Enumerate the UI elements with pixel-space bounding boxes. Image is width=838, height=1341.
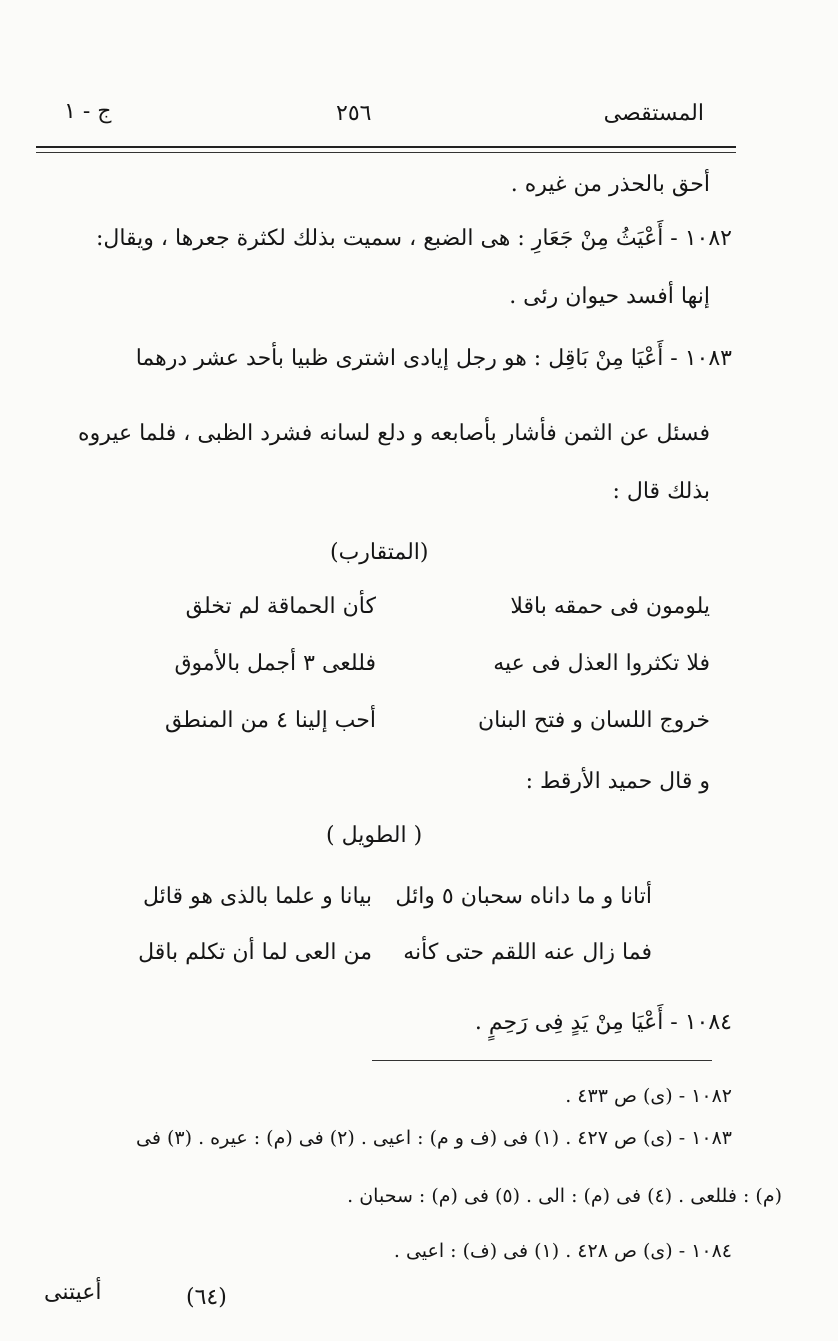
meter-label-tawil: ( الطويل ) <box>326 823 423 848</box>
entry-1084: ١٠٨٤ - أَعْيَا مِنْ يَدٍ فِى رَحِمٍ . <box>474 1010 732 1035</box>
poem1-verse-3-right: خروج اللسان و فتح البنان <box>477 708 710 733</box>
poem1-verse-1-left: كأن الحماقة لم تخلق <box>185 594 376 619</box>
footer-sheet-number: (٦٤) <box>186 1285 227 1310</box>
poem2-verse-1-right: أتانا و ما داناه سحبان ٥ وائل <box>395 884 652 909</box>
poem2-verse-2-left: من العى لما أن تكلم باقل <box>138 940 372 965</box>
footnote-1083-line-1: ١٠٨٣ - (ى) ص ٤٢٧ . (١) فى (ف و م) : اعيى . (٢) فى (م) : عيره . (٣) فى <box>136 1127 732 1149</box>
footnote-1083-line-2: (م) : فللعى . (٤) فى (م) : الى . (٥) فى (م) : سحبان . <box>347 1185 782 1207</box>
entry-1082-line-1: ١٠٨٢ - أَعْيَثُ مِنْ جَعَارِ : هى الضبع ، سميت بذلك لكثرة جعرها ، ويقال: <box>95 226 732 251</box>
poem1-verse-2-left: فللعى ٣ أجمل بالأموق <box>174 651 376 676</box>
entry-1083-line-3: بذلك قال : <box>612 479 710 504</box>
continuation-line: أحق بالحذر من غيره . <box>510 172 710 197</box>
poem2-verse-1-left: بيانا و علما بالذى هو قائل <box>143 884 372 909</box>
entry-1082-line-2: إنها أفسد حيوان رئى . <box>509 284 710 309</box>
poem1-verse-1-right: يلومون فى حمقه باقلا <box>510 594 710 619</box>
poem1-verse-3-left: أحب إلينا ٤ من المنطق <box>164 708 376 733</box>
poem2-verse-2-right: فما زال عنه اللقم حتى كأنه <box>403 940 652 965</box>
header-page-number: ٢٥٦ <box>336 101 372 126</box>
header-title: المستقصى <box>603 101 704 126</box>
poem2-intro: و قال حميد الأرقط : <box>525 769 710 794</box>
footnote-1082: ١٠٨٢ - (ى) ص ٤٣٣ . <box>565 1085 732 1107</box>
entry-1083-line-2: فسئل عن الثمن فأشار بأصابعه و دلع لسانه فشرد الظبى ، فلما عيروه <box>78 421 710 446</box>
poem1-verse-2-right: فلا تكثروا العذل فى عيه <box>493 651 710 676</box>
footnote-separator <box>372 1060 712 1061</box>
header-volume: ج - ١ <box>64 99 112 124</box>
entry-1083-line-1: ١٠٨٣ - أَعْيَا مِنْ بَاقِل : هو رجل إيادى اشترى ظبيا بأحد عشر درهما <box>135 346 732 371</box>
footer-signature: أعيتنى <box>44 1280 102 1305</box>
header-rule-thin <box>36 152 736 153</box>
meter-label-mutaqarib: (المتقارب) <box>330 540 429 565</box>
header-rule-thick <box>36 146 736 148</box>
footnote-1084: ١٠٨٤ - (ى) ص ٤٢٨ . (١) فى (ف) : اعيى . <box>393 1240 732 1262</box>
